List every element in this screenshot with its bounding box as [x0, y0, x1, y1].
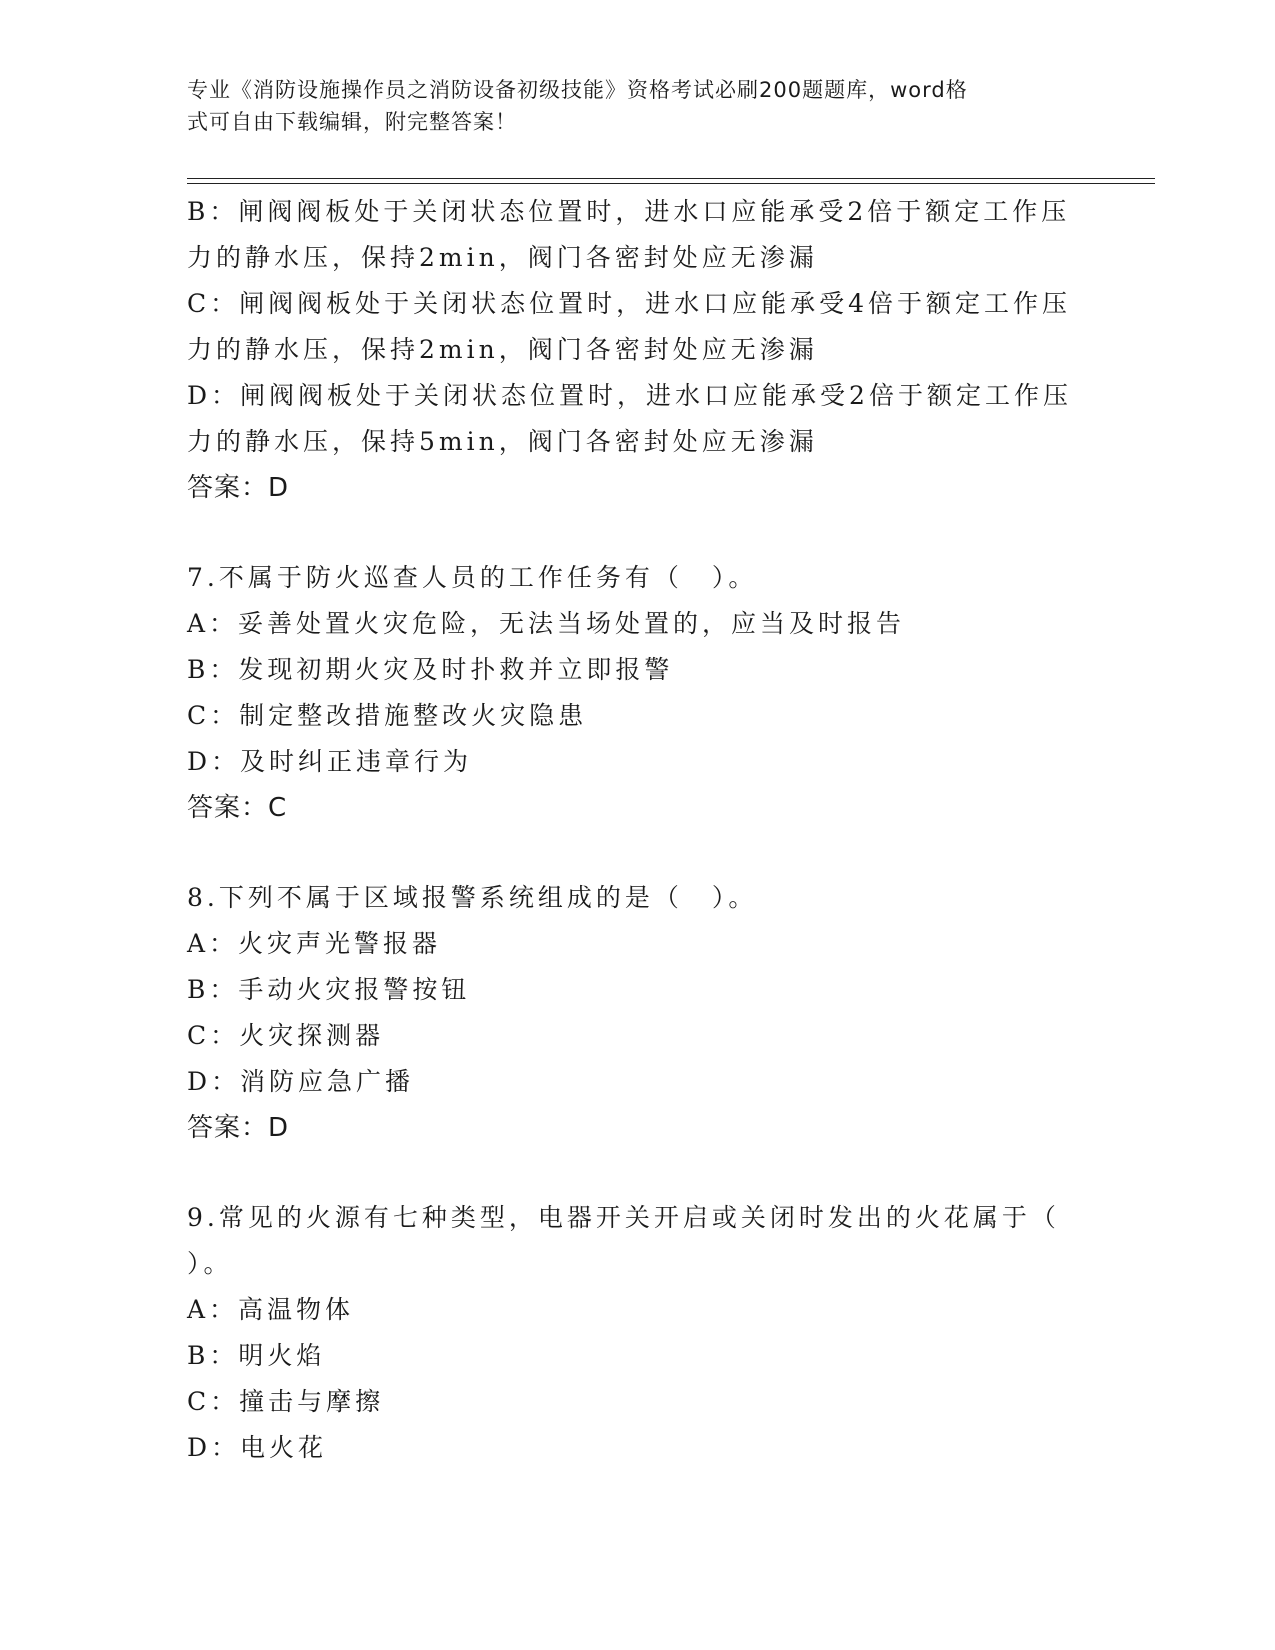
- question-9-block: [187, 1195, 1087, 1471]
- option-c: C：火灾探测器: [187, 1021, 385, 1050]
- question-text-line-1: 9.常见的火源有七种类型，电器开关开启或关闭时发出的火花属于（: [187, 1203, 1060, 1232]
- spacer: [187, 831, 1087, 875]
- spacer: [187, 1151, 1087, 1195]
- option-line: D：闸阀阀板处于关闭状态位置时，进水口应能承受2倍于额定工作压: [187, 381, 1072, 410]
- option-a: A：妥善处置火灾危险，无法当场处置的，应当及时报告: [187, 609, 906, 638]
- option-d: D：消防应急广播: [187, 1067, 415, 1096]
- option-a: A：高温物体: [187, 1295, 355, 1324]
- answer-line: 答案：D: [187, 473, 290, 503]
- option-b: B：明火焰: [187, 1341, 326, 1370]
- header-rule-top: [187, 178, 1155, 179]
- answer-line: 答案：C: [187, 793, 288, 823]
- question-7-block: [187, 555, 1087, 831]
- option-c: C：撞击与摩擦: [187, 1387, 385, 1416]
- question-text: 7.不属于防火巡查人员的工作任务有（ ）。: [187, 563, 758, 592]
- spacer: [187, 511, 1087, 555]
- option-line: 力的静水压，保持2min，阀门各密封处应无渗漏: [187, 335, 818, 364]
- option-line: C：闸阀阀板处于关闭状态位置时，进水口应能承受4倍于额定工作压: [187, 289, 1072, 318]
- option-d: D：及时纠正违章行为: [187, 747, 473, 776]
- option-c: C：制定整改措施整改火灾隐患: [187, 701, 588, 730]
- document-header: [187, 74, 1067, 138]
- header-line-2: 式可自由下载编辑，附完整答案！: [187, 110, 517, 134]
- option-a: A：火灾声光警报器: [187, 929, 442, 958]
- option-b: B：发现初期火灾及时扑救并立即报警: [187, 655, 674, 684]
- question-content: [187, 189, 1087, 1471]
- header-rule-bottom: [187, 183, 1155, 184]
- question-text: 8.下列不属于区域报警系统组成的是（ ）。: [187, 883, 758, 912]
- option-line: 力的静水压，保持5min，阀门各密封处应无渗漏: [187, 427, 818, 456]
- option-line: B：闸阀阀板处于关闭状态位置时，进水口应能承受2倍于额定工作压: [187, 197, 1071, 226]
- question-text-line-2: ）。: [187, 1249, 233, 1278]
- header-line-1: 专业《消防设施操作员之消防设备初级技能》资格考试必刷200题题库，word格: [187, 78, 968, 102]
- option-b: B：手动火灾报警按钮: [187, 975, 471, 1004]
- option-d: D：电火花: [187, 1433, 328, 1462]
- question-8-block: [187, 875, 1087, 1151]
- previous-question-block: [187, 189, 1087, 511]
- option-line: 力的静水压，保持2min，阀门各密封处应无渗漏: [187, 243, 818, 272]
- answer-line: 答案：D: [187, 1113, 290, 1143]
